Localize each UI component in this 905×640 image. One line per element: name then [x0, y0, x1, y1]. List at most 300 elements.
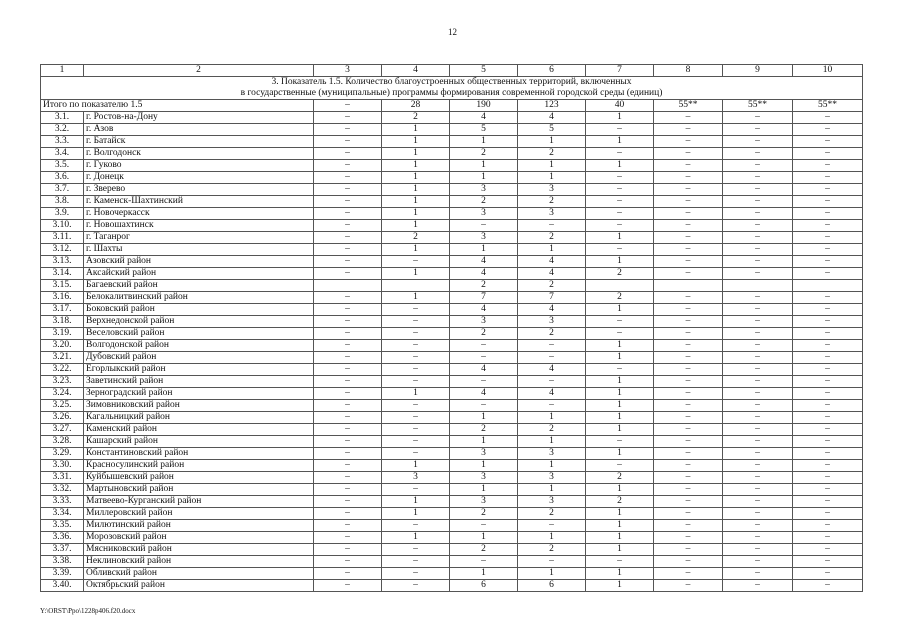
row-value: 3 — [450, 184, 518, 196]
table-row — [41, 124, 863, 136]
row-value: 1 — [382, 196, 450, 208]
table-row — [41, 364, 863, 376]
row-value: – — [723, 268, 793, 280]
row-value: 1 — [518, 568, 586, 580]
row-value: – — [654, 172, 723, 184]
row-value: – — [793, 220, 863, 232]
table-row — [41, 448, 863, 460]
row-value: – — [586, 196, 654, 208]
row-value: – — [793, 244, 863, 256]
row-number: 3.14. — [41, 268, 84, 280]
row-value: 6 — [450, 580, 518, 592]
row-value: 2 — [450, 508, 518, 520]
row-value: – — [654, 244, 723, 256]
row-value: 4 — [518, 364, 586, 376]
row-value: – — [314, 556, 382, 568]
row-value: – — [654, 268, 723, 280]
row-value: 5 — [450, 124, 518, 136]
row-value: – — [723, 544, 793, 556]
row-value: 1 — [586, 232, 654, 244]
row-value: – — [382, 568, 450, 580]
row-value: – — [314, 496, 382, 508]
row-value: – — [723, 436, 793, 448]
row-value: – — [654, 220, 723, 232]
row-value: 1 — [382, 460, 450, 472]
row-number: 3.10. — [41, 220, 84, 232]
row-value: – — [654, 124, 723, 136]
row-value: – — [654, 472, 723, 484]
row-value — [793, 280, 863, 292]
row-value: 1 — [382, 148, 450, 160]
row-value: – — [518, 352, 586, 364]
row-value: – — [723, 340, 793, 352]
row-value: – — [793, 304, 863, 316]
row-value: 1 — [586, 532, 654, 544]
table-row — [41, 484, 863, 496]
row-value: – — [793, 340, 863, 352]
total-label: Итого по показателю 1.5 — [41, 100, 314, 112]
row-value: 4 — [518, 256, 586, 268]
row-value: – — [654, 292, 723, 304]
row-value: – — [654, 208, 723, 220]
row-number: 3.32. — [41, 484, 84, 496]
row-value: 6 — [518, 580, 586, 592]
row-number: 3.16. — [41, 292, 84, 304]
row-value: – — [723, 292, 793, 304]
row-number: 3.35. — [41, 520, 84, 532]
row-value: – — [654, 544, 723, 556]
row-value: – — [450, 376, 518, 388]
row-value: – — [793, 568, 863, 580]
row-value: – — [793, 352, 863, 364]
row-name: Верхнедонской район — [84, 316, 314, 328]
table-row — [41, 148, 863, 160]
row-value: – — [654, 340, 723, 352]
row-value: – — [518, 340, 586, 352]
row-value: – — [382, 376, 450, 388]
row-value: – — [382, 436, 450, 448]
row-value: 3 — [382, 472, 450, 484]
row-value: 1 — [382, 496, 450, 508]
row-name: Константиновский район — [84, 448, 314, 460]
total-value: 55** — [654, 100, 723, 112]
table-row — [41, 508, 863, 520]
row-value: – — [314, 400, 382, 412]
row-value: – — [382, 352, 450, 364]
row-value: 1 — [450, 136, 518, 148]
row-value: – — [723, 112, 793, 124]
row-value: 2 — [450, 148, 518, 160]
row-value: – — [382, 400, 450, 412]
table-row — [41, 556, 863, 568]
row-name: Боковский район — [84, 304, 314, 316]
column-number: 1 — [41, 65, 84, 77]
row-name: г. Таганрог — [84, 232, 314, 244]
row-value: 2 — [518, 280, 586, 292]
row-name: Зимовниковский район — [84, 400, 314, 412]
row-value: – — [723, 520, 793, 532]
row-value: 1 — [450, 460, 518, 472]
row-value: – — [654, 184, 723, 196]
row-name: Морозовский район — [84, 532, 314, 544]
row-value: – — [723, 364, 793, 376]
row-value: 1 — [382, 184, 450, 196]
row-value: – — [723, 244, 793, 256]
row-name: г. Азов — [84, 124, 314, 136]
row-value: 5 — [518, 124, 586, 136]
row-value: – — [654, 532, 723, 544]
row-number: 3.40. — [41, 580, 84, 592]
row-value: – — [793, 208, 863, 220]
column-number: 4 — [382, 65, 450, 77]
row-value: – — [723, 316, 793, 328]
row-value: – — [723, 472, 793, 484]
row-value: – — [654, 580, 723, 592]
row-value: – — [723, 448, 793, 460]
column-number: 7 — [586, 65, 654, 77]
row-value: – — [314, 520, 382, 532]
row-value: 1 — [586, 484, 654, 496]
row-value: – — [450, 400, 518, 412]
row-value: 1 — [382, 124, 450, 136]
row-value: 1 — [586, 580, 654, 592]
row-value: – — [314, 172, 382, 184]
row-value: 2 — [518, 508, 586, 520]
row-value: – — [314, 580, 382, 592]
row-number: 3.33. — [41, 496, 84, 508]
row-value: 1 — [586, 400, 654, 412]
total-value: 55** — [723, 100, 793, 112]
row-value: – — [586, 316, 654, 328]
row-value: – — [314, 460, 382, 472]
row-number: 3.24. — [41, 388, 84, 400]
row-value: – — [654, 496, 723, 508]
row-value: 1 — [382, 172, 450, 184]
row-value: – — [518, 520, 586, 532]
row-number: 3.2. — [41, 124, 84, 136]
page-number: 12 — [448, 27, 457, 37]
row-value: – — [723, 424, 793, 436]
row-value: – — [723, 124, 793, 136]
row-value: – — [723, 196, 793, 208]
row-value: – — [654, 352, 723, 364]
row-value: 2 — [518, 544, 586, 556]
row-value: – — [793, 316, 863, 328]
table-row — [41, 424, 863, 436]
row-value: – — [382, 556, 450, 568]
row-value: – — [314, 412, 382, 424]
row-value: 3 — [450, 232, 518, 244]
table-row — [41, 112, 863, 124]
row-value: 1 — [382, 220, 450, 232]
row-value: 2 — [450, 280, 518, 292]
row-number: 3.36. — [41, 532, 84, 544]
row-number: 3.18. — [41, 316, 84, 328]
row-value — [586, 280, 654, 292]
table-row — [41, 496, 863, 508]
row-value: 2 — [450, 544, 518, 556]
row-number: 3.6. — [41, 172, 84, 184]
row-name: г. Гуково — [84, 160, 314, 172]
total-row — [41, 100, 863, 112]
row-name: Куйбышевский район — [84, 472, 314, 484]
row-number: 3.23. — [41, 376, 84, 388]
table-row — [41, 208, 863, 220]
row-value: – — [723, 256, 793, 268]
row-name: Веселовский район — [84, 328, 314, 340]
row-value — [654, 280, 723, 292]
row-value: 7 — [450, 292, 518, 304]
total-value: 190 — [450, 100, 518, 112]
row-value: 4 — [450, 388, 518, 400]
row-number: 3.9. — [41, 208, 84, 220]
row-number: 3.11. — [41, 232, 84, 244]
row-value: – — [654, 328, 723, 340]
row-value: – — [382, 448, 450, 460]
row-value: 2 — [586, 292, 654, 304]
table-row — [41, 220, 863, 232]
table-row — [41, 568, 863, 580]
row-value: – — [654, 256, 723, 268]
row-value: – — [586, 244, 654, 256]
row-value: – — [723, 496, 793, 508]
row-number: 3.28. — [41, 436, 84, 448]
row-value: – — [723, 208, 793, 220]
row-value: – — [654, 196, 723, 208]
row-name: г. Новочеркасск — [84, 208, 314, 220]
row-value: – — [450, 340, 518, 352]
row-value: 1 — [586, 160, 654, 172]
row-value: – — [314, 136, 382, 148]
row-name: Дубовский район — [84, 352, 314, 364]
table-row — [41, 136, 863, 148]
row-value: – — [723, 484, 793, 496]
section-heading-row — [41, 77, 863, 100]
row-value: – — [450, 556, 518, 568]
row-value: – — [586, 124, 654, 136]
row-name: Мартыновский район — [84, 484, 314, 496]
row-value: – — [723, 580, 793, 592]
row-number: 3.29. — [41, 448, 84, 460]
row-value: 1 — [382, 532, 450, 544]
row-name: Заветинский район — [84, 376, 314, 388]
row-value: – — [723, 568, 793, 580]
row-value: – — [314, 160, 382, 172]
row-name: Зерноградский район — [84, 388, 314, 400]
row-value: – — [723, 160, 793, 172]
row-name: Кашарский район — [84, 436, 314, 448]
row-value: 2 — [586, 268, 654, 280]
row-value: 1 — [450, 160, 518, 172]
total-value: – — [314, 100, 382, 112]
row-value: 3 — [450, 496, 518, 508]
row-number: 3.15. — [41, 280, 84, 292]
row-value: 1 — [518, 244, 586, 256]
row-value: – — [723, 352, 793, 364]
row-name: Неклиновский район — [84, 556, 314, 568]
row-value: – — [654, 424, 723, 436]
row-value: – — [793, 424, 863, 436]
table-row — [41, 328, 863, 340]
row-value: 1 — [450, 244, 518, 256]
table-row — [41, 256, 863, 268]
row-number: 3.22. — [41, 364, 84, 376]
row-value: 1 — [382, 160, 450, 172]
row-value: – — [723, 136, 793, 148]
table-row — [41, 544, 863, 556]
row-value: 1 — [382, 136, 450, 148]
row-name: Милютинский район — [84, 520, 314, 532]
row-value: – — [793, 232, 863, 244]
column-number: 9 — [723, 65, 793, 77]
row-name: г. Донецк — [84, 172, 314, 184]
row-value: 2 — [518, 328, 586, 340]
row-value: – — [793, 196, 863, 208]
row-value: – — [654, 436, 723, 448]
row-value: – — [793, 556, 863, 568]
row-value: 1 — [450, 484, 518, 496]
row-value: – — [586, 556, 654, 568]
row-value: 4 — [450, 304, 518, 316]
row-value: – — [793, 184, 863, 196]
row-value: 4 — [450, 364, 518, 376]
row-value: – — [793, 292, 863, 304]
row-value: – — [382, 340, 450, 352]
table-row — [41, 292, 863, 304]
row-name: г. Каменск-Шахтинский — [84, 196, 314, 208]
row-name: г. Зверево — [84, 184, 314, 196]
row-number: 3.30. — [41, 460, 84, 472]
row-number: 3.4. — [41, 148, 84, 160]
row-value: – — [518, 220, 586, 232]
row-value: 1 — [586, 388, 654, 400]
row-value: 1 — [586, 136, 654, 148]
row-value: 1 — [518, 172, 586, 184]
row-value: 2 — [586, 496, 654, 508]
row-value: – — [654, 388, 723, 400]
row-number: 3.7. — [41, 184, 84, 196]
row-value: – — [518, 556, 586, 568]
row-value: 1 — [586, 376, 654, 388]
row-number: 3.37. — [41, 544, 84, 556]
row-value: – — [723, 232, 793, 244]
total-value: 28 — [382, 100, 450, 112]
row-name: Миллеровский район — [84, 508, 314, 520]
row-value: – — [793, 124, 863, 136]
table-row — [41, 388, 863, 400]
column-number: 2 — [84, 65, 314, 77]
row-value: – — [654, 364, 723, 376]
row-value: 2 — [450, 328, 518, 340]
row-value — [382, 280, 450, 292]
row-value: – — [382, 580, 450, 592]
row-value: – — [793, 388, 863, 400]
row-value: – — [654, 316, 723, 328]
row-value — [314, 280, 382, 292]
row-value — [723, 280, 793, 292]
row-value: – — [723, 172, 793, 184]
row-value: – — [723, 508, 793, 520]
row-value: 3 — [450, 448, 518, 460]
row-number: 3.12. — [41, 244, 84, 256]
row-name: Аксайский район — [84, 268, 314, 280]
row-name: Октябрьский район — [84, 580, 314, 592]
row-value: – — [382, 316, 450, 328]
row-name: Азовский район — [84, 256, 314, 268]
row-number: 3.34. — [41, 508, 84, 520]
row-value: – — [586, 460, 654, 472]
row-value: 1 — [586, 520, 654, 532]
row-number: 3.20. — [41, 340, 84, 352]
row-value: – — [654, 520, 723, 532]
table-row — [41, 520, 863, 532]
row-value: – — [450, 520, 518, 532]
row-value: – — [793, 448, 863, 460]
row-value: – — [654, 568, 723, 580]
row-value: – — [382, 328, 450, 340]
table-row — [41, 460, 863, 472]
row-value: – — [314, 220, 382, 232]
row-value: 3 — [518, 472, 586, 484]
row-value: – — [793, 328, 863, 340]
row-value: – — [314, 424, 382, 436]
row-name: г. Волгодонск — [84, 148, 314, 160]
row-value: – — [793, 376, 863, 388]
row-number: 3.25. — [41, 400, 84, 412]
row-value: – — [654, 412, 723, 424]
row-value: – — [314, 184, 382, 196]
row-value: – — [314, 316, 382, 328]
row-name: Волгодонской район — [84, 340, 314, 352]
row-value: 2 — [518, 424, 586, 436]
row-value: 1 — [586, 424, 654, 436]
row-value: 1 — [382, 268, 450, 280]
row-number: 3.8. — [41, 196, 84, 208]
table-row — [41, 304, 863, 316]
row-value: – — [314, 112, 382, 124]
row-name: Белокалитвинский район — [84, 292, 314, 304]
row-value: – — [723, 400, 793, 412]
row-value: – — [586, 220, 654, 232]
row-value: – — [382, 520, 450, 532]
row-value: 1 — [450, 412, 518, 424]
row-value: – — [793, 412, 863, 424]
row-value: 1 — [382, 388, 450, 400]
table-row — [41, 340, 863, 352]
row-value: – — [314, 208, 382, 220]
row-value: 1 — [586, 352, 654, 364]
row-value: – — [654, 304, 723, 316]
row-value: – — [723, 412, 793, 424]
total-value: 55** — [793, 100, 863, 112]
row-value: 2 — [518, 232, 586, 244]
row-value: – — [723, 556, 793, 568]
row-number: 3.38. — [41, 556, 84, 568]
row-value: 2 — [518, 148, 586, 160]
table-row — [41, 580, 863, 592]
row-value: – — [793, 148, 863, 160]
row-value: 4 — [518, 304, 586, 316]
column-number: 3 — [314, 65, 382, 77]
row-value: 2 — [450, 196, 518, 208]
row-value: – — [793, 364, 863, 376]
row-value: 3 — [518, 208, 586, 220]
row-value: 1 — [586, 508, 654, 520]
row-name: Матвеево-Курганский район — [84, 496, 314, 508]
table-row — [41, 196, 863, 208]
row-value: – — [654, 556, 723, 568]
row-value: 1 — [382, 292, 450, 304]
